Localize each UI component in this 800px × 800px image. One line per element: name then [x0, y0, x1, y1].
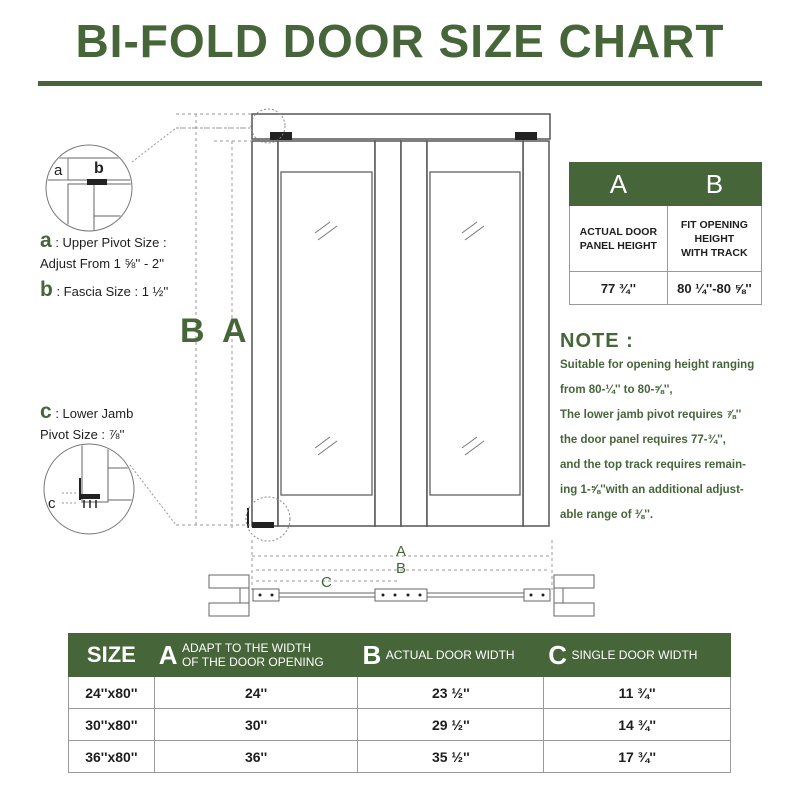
callout-c-line2: Pivot Size : ⅞'' [40, 427, 125, 442]
detail-a-label: a [54, 162, 63, 179]
callout-a-line2: Adjust From 1 ⅝'' - 2'' [40, 256, 165, 271]
height-table-value-b: 80 ¼''-80 ⅝'' [667, 272, 761, 305]
note-title: NOTE : [560, 330, 634, 352]
table-row: 36''x80'' 36'' 35 ½'' 17 ¾'' [69, 741, 731, 773]
width-a-label: A [396, 543, 407, 560]
height-table-value-a: 77 ¾'' [570, 272, 668, 305]
table-row: 30''x80'' 30'' 29 ½'' 14 ¾'' [69, 709, 731, 741]
door-panel-1-glass [281, 172, 372, 495]
note-line: ing 1-⅝''with an additional adjust- [560, 484, 744, 496]
note-line: able range of ⅜''. [560, 509, 654, 521]
door-panel-4-glass [430, 172, 520, 495]
note-line: and the top track requires remain- [560, 459, 746, 471]
actual-door-width-header: B ACTUAL DOOR WIDTH [358, 634, 544, 677]
height-table-header-b: B [667, 163, 761, 206]
callout-fascia [40, 278, 168, 302]
adapt-width-header: A ADAPT TO THE WIDTH OF THE DOOR OPENING [154, 634, 358, 677]
single-door-width-header: C SINGLE DOOR WIDTH [544, 634, 731, 677]
top-track [252, 114, 550, 139]
pivot-bracket-left [270, 132, 292, 140]
height-table [569, 162, 762, 305]
note-line: the door panel requires 77-¾'', [560, 434, 726, 446]
door-panel-3 [401, 141, 427, 526]
callout-c-line1: : Lower Jamb [55, 406, 134, 421]
callout-lower-jamb [40, 401, 133, 445]
height-table-header-a: A [570, 163, 668, 206]
height-table-desc-a: ACTUAL DOOR PANEL HEIGHT [570, 206, 668, 272]
detail-b-label: b [94, 160, 104, 177]
note-lines [560, 353, 790, 528]
height-a-label: A [222, 312, 247, 350]
callout-a-line1: : Upper Pivot Size : [55, 235, 167, 250]
size-table [68, 633, 731, 773]
size-header: SIZE [69, 634, 155, 677]
page-title: BI-FOLD DOOR SIZE CHART [75, 15, 725, 67]
note-line: from 80-¼'' to 80-⅝'', [560, 384, 673, 396]
note-line: The lower jamb pivot requires ⅞'' [560, 409, 742, 421]
top-view-track [209, 575, 594, 616]
pivot-bracket-right [515, 132, 537, 140]
callout-a-letter: a [40, 229, 52, 252]
callout-upper-pivot [40, 230, 230, 274]
table-row: 24''x80'' 24'' 23 ½'' 11 ¾'' [69, 677, 731, 709]
callout-b-letter: b [40, 278, 53, 301]
width-c-label: C [321, 574, 332, 591]
height-b-label: B [180, 312, 205, 350]
callout-c-letter: c [40, 400, 52, 423]
width-b-label: B [396, 560, 407, 577]
door-panel-2 [375, 141, 401, 526]
bottom-pivot [252, 522, 274, 528]
detail-c-label: c [48, 495, 56, 512]
callout-b-text: : Fascia Size : 1 ½'' [56, 284, 169, 299]
height-table-desc-b: FIT OPENING HEIGHT WITH TRACK [667, 206, 761, 272]
right-jamb [523, 141, 549, 526]
lower-pivot-detail [44, 440, 158, 534]
height-dimension-labels [180, 312, 247, 351]
note-line: Suitable for opening height ranging [560, 359, 755, 371]
left-jamb [252, 141, 278, 526]
note-section [560, 330, 790, 528]
